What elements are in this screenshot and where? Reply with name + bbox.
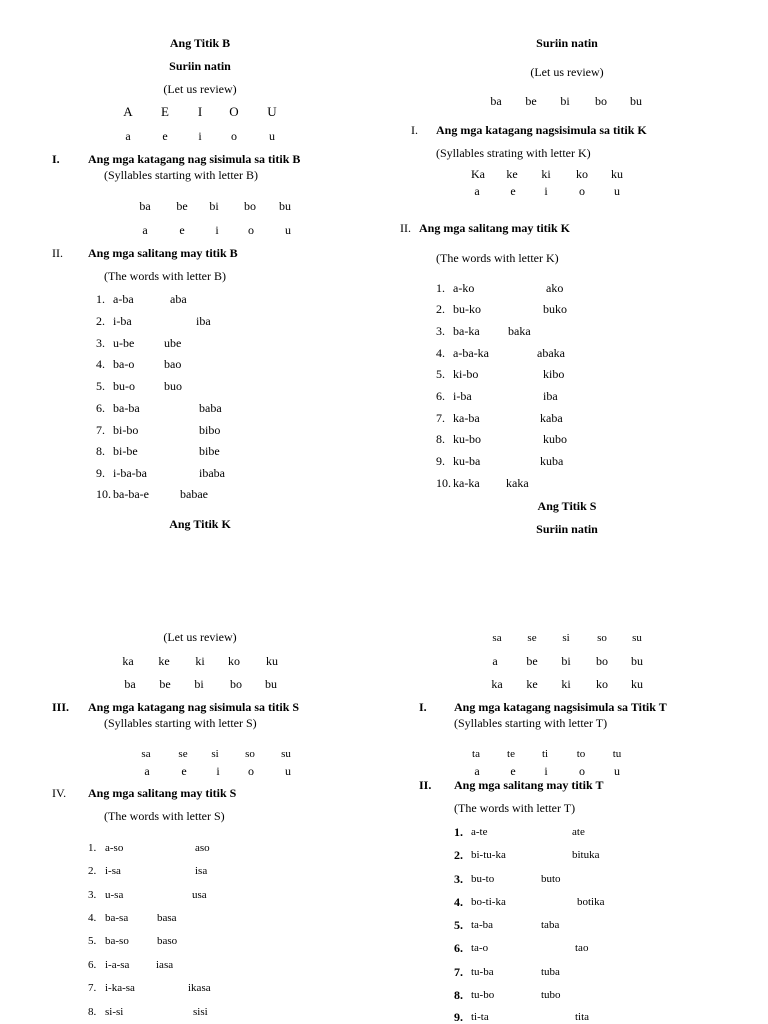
syllabified-word: ba-sa xyxy=(105,912,129,924)
vowel-upper: I xyxy=(197,104,203,119)
list-number: 9. xyxy=(454,1010,463,1024)
syllabified-word: u-be xyxy=(113,336,135,350)
word: basa xyxy=(157,912,177,924)
word: aso xyxy=(195,842,210,854)
syllabified-word: ba-ba-e xyxy=(113,487,149,501)
list-number: 7. xyxy=(96,423,105,437)
syllabified-word: bu-ko xyxy=(453,302,481,316)
syllable: ka xyxy=(122,654,134,668)
syllable: si xyxy=(562,632,570,644)
list-number: 1. xyxy=(454,825,463,839)
syllabified-word: i-ka-sa xyxy=(105,982,135,994)
word: bituka xyxy=(572,849,600,861)
syllable: ki xyxy=(561,677,571,691)
vowel: i xyxy=(216,764,220,778)
vowel-upper: U xyxy=(267,104,277,119)
vowel: i xyxy=(215,223,219,237)
section-subheading: (Syllables starting with letter T) xyxy=(454,716,608,730)
syllabified-word: ba-so xyxy=(105,935,129,947)
section-heading: Ang mga salitang may titik T xyxy=(454,778,604,792)
word: usa xyxy=(192,889,207,901)
section-subheading: (The words with letter B) xyxy=(104,269,226,283)
syllabified-word: a-ba-ka xyxy=(453,346,489,360)
syllable: bo xyxy=(230,677,242,691)
syllable: ko xyxy=(228,654,240,668)
syllable: bo xyxy=(596,654,608,668)
list-number: 4. xyxy=(96,357,105,371)
syllable: ki xyxy=(195,654,205,668)
list-number: 6. xyxy=(96,401,105,415)
vowel-lower: a xyxy=(125,129,131,143)
syllable: ku xyxy=(266,654,278,668)
word: baka xyxy=(508,324,531,338)
syllabified-word: bu-to xyxy=(471,873,495,885)
syllable: bi xyxy=(560,94,570,108)
vowel: u xyxy=(614,184,620,198)
vowel: i xyxy=(544,184,548,198)
section-subheading: (The words with letter S) xyxy=(104,809,225,823)
syllable: su xyxy=(281,748,291,760)
word: iba xyxy=(543,389,558,403)
word: kubo xyxy=(543,432,567,446)
syllabified-word: ku-bo xyxy=(453,432,481,446)
syllabified-word: a-te xyxy=(471,826,488,838)
syllabified-word: i-sa xyxy=(105,865,121,877)
section-heading: Ang mga salitang may titik S xyxy=(88,786,237,800)
vowel: u xyxy=(285,223,291,237)
vowel: e xyxy=(510,184,516,198)
syllable: ku xyxy=(611,167,623,181)
list-number: 10. xyxy=(96,487,111,501)
list-number: 7. xyxy=(454,965,463,979)
word: buto xyxy=(541,873,561,885)
syllable: be xyxy=(176,199,188,213)
list-number: 2. xyxy=(436,302,445,316)
section-heading: Ang mga katagang nagsisimula sa Titik T xyxy=(454,700,667,714)
syllable: bu xyxy=(630,94,642,108)
syllable: su xyxy=(632,632,642,644)
section-number: I. xyxy=(411,123,418,137)
review-note: (Let us review) xyxy=(530,65,604,79)
syllable: ke xyxy=(158,654,170,668)
page-title: Ang Titik B xyxy=(169,36,231,50)
vowel-upper: E xyxy=(161,104,169,119)
list-number: 8. xyxy=(436,432,445,446)
syllable: se xyxy=(178,748,188,760)
list-number: 5. xyxy=(454,918,463,932)
section-subheading: (Syllables starting with letter B) xyxy=(104,168,258,182)
syllable: bo xyxy=(595,94,607,108)
syllable: tu xyxy=(612,748,622,760)
syllabified-word: ta-o xyxy=(471,942,489,954)
section-heading: Ang mga salitang may titik K xyxy=(419,221,571,235)
syllabified-word: bi-be xyxy=(113,444,138,458)
vowel: a xyxy=(474,764,480,778)
syllable: ka xyxy=(491,677,503,691)
vowel-lower: u xyxy=(269,129,275,143)
section-number: II. xyxy=(400,221,411,235)
syllable: ba xyxy=(124,677,136,691)
vowel: e xyxy=(510,764,516,778)
list-number: 4. xyxy=(436,346,445,360)
syllabified-word: tu-ba xyxy=(471,966,494,978)
list-number: 1. xyxy=(88,842,97,854)
word: isa xyxy=(195,865,208,877)
syllabified-word: ba-o xyxy=(113,357,135,371)
list-number: 7. xyxy=(436,411,445,425)
syllabified-word: ba-ba xyxy=(113,401,140,415)
syllable: be xyxy=(526,654,538,668)
word: tita xyxy=(575,1011,590,1023)
section-heading: Ang mga katagang nag sisimula sa titik S xyxy=(88,700,300,714)
list-number: 5. xyxy=(436,367,445,381)
syllabified-word: a-ba xyxy=(113,292,134,306)
list-number: 9. xyxy=(96,466,105,480)
syllable: a xyxy=(492,654,498,668)
list-number: 8. xyxy=(88,1006,97,1018)
list-number: 1. xyxy=(96,292,105,306)
syllabified-word: si-si xyxy=(105,1006,124,1018)
word: tuba xyxy=(541,966,560,978)
syllable: to xyxy=(576,748,586,760)
syllabified-word: ti-ta xyxy=(471,1011,489,1023)
vowel: a xyxy=(474,184,480,198)
list-number: 2. xyxy=(96,314,105,328)
syllabified-word: ta-ba xyxy=(471,919,493,931)
section-subheading: (The words with letter K) xyxy=(436,251,559,265)
syllabified-word: a-ko xyxy=(453,281,475,295)
syllable: bu xyxy=(279,199,291,213)
section-heading: Ang mga salitang may titik B xyxy=(88,246,238,260)
syllable: ti xyxy=(541,748,549,760)
vowel-lower: i xyxy=(198,129,202,143)
syllabified-word: bu-o xyxy=(113,379,135,393)
word: kaka xyxy=(506,476,529,490)
vowel: e xyxy=(181,764,187,778)
word: bibe xyxy=(199,444,220,458)
word: iba xyxy=(196,314,211,328)
syllable: ta xyxy=(472,748,480,760)
syllable: bi xyxy=(561,654,571,668)
word: ako xyxy=(546,281,564,295)
list-number: 4. xyxy=(454,895,463,909)
review-note: (Let us review) xyxy=(163,630,237,644)
syllable: ke xyxy=(506,167,518,181)
syllabified-word: ka-ka xyxy=(453,476,480,490)
vowel: a xyxy=(144,764,150,778)
word: sisi xyxy=(193,1006,208,1018)
section-number: III. xyxy=(52,700,70,714)
syllable: sa xyxy=(492,632,502,644)
word: kuba xyxy=(540,454,564,468)
syllabified-word: ki-bo xyxy=(453,367,479,381)
list-number: 3. xyxy=(436,324,445,338)
word: babae xyxy=(180,487,208,501)
list-number: 7. xyxy=(88,982,97,994)
subtitle: Suriin natin xyxy=(169,59,231,73)
vowel: a xyxy=(142,223,148,237)
word: taba xyxy=(541,919,560,931)
syllable: be xyxy=(525,94,537,108)
word: ikasa xyxy=(188,982,211,994)
syllable: sa xyxy=(141,748,151,760)
syllable: ko xyxy=(576,167,588,181)
syllable: ba xyxy=(490,94,502,108)
syllable: be xyxy=(159,677,171,691)
list-number: 9. xyxy=(436,454,445,468)
syllabified-word: i-ba xyxy=(453,389,472,403)
vowel: u xyxy=(285,764,291,778)
syllable: bu xyxy=(265,677,277,691)
syllable: ki xyxy=(541,167,551,181)
vowel: e xyxy=(179,223,185,237)
next-title: Ang Titik S xyxy=(537,499,597,513)
word: baba xyxy=(199,401,222,415)
review-note: (Let us review) xyxy=(163,82,237,96)
syllable: se xyxy=(527,632,537,644)
syllable: bu xyxy=(631,654,643,668)
next-title: Ang Titik K xyxy=(169,517,231,531)
syllable: bi xyxy=(194,677,204,691)
list-number: 2. xyxy=(454,848,463,862)
vowel: o xyxy=(248,764,254,778)
syllabified-word: tu-bo xyxy=(471,989,495,1001)
section-number: II. xyxy=(419,778,432,792)
section-subheading: (The words with letter T) xyxy=(454,801,576,815)
vowel-lower: o xyxy=(231,129,237,143)
word: bibo xyxy=(199,423,221,437)
word: iasa xyxy=(156,959,174,971)
word: kibo xyxy=(543,367,565,381)
word: kaba xyxy=(540,411,563,425)
syllabified-word: i-ba-ba xyxy=(113,466,147,480)
word: abaka xyxy=(537,346,565,360)
vowel: o xyxy=(579,184,585,198)
word: tao xyxy=(575,942,589,954)
syllabified-word: ka-ba xyxy=(453,411,480,425)
list-number: 3. xyxy=(454,872,463,886)
syllabified-word: ku-ba xyxy=(453,454,481,468)
syllable: bo xyxy=(244,199,256,213)
list-number: 8. xyxy=(96,444,105,458)
section-number: I. xyxy=(419,700,427,714)
vowel: o xyxy=(579,764,585,778)
syllabified-word: bi-bo xyxy=(113,423,139,437)
vowel: o xyxy=(248,223,254,237)
syllable: si xyxy=(211,748,219,760)
syllable: ko xyxy=(596,677,608,691)
syllable: ba xyxy=(139,199,151,213)
syllable: te xyxy=(507,748,515,760)
word: bao xyxy=(164,357,182,371)
syllable: bi xyxy=(209,199,219,213)
vowel: u xyxy=(614,764,620,778)
list-number: 10. xyxy=(436,476,451,490)
syllable: ke xyxy=(526,677,538,691)
section-subheading: (Syllables strating with letter K) xyxy=(436,146,591,160)
syllable: so xyxy=(597,632,607,644)
syllable: Ka xyxy=(471,167,485,181)
word: ube xyxy=(164,336,182,350)
section-heading: Ang mga katagang nagsisimula sa titik K xyxy=(436,123,647,137)
word: buo xyxy=(164,379,182,393)
vowel-upper: O xyxy=(229,104,239,119)
list-number: 2. xyxy=(88,865,97,877)
syllabified-word: ba-ka xyxy=(453,324,480,338)
list-number: 6. xyxy=(436,389,445,403)
word: tubo xyxy=(541,989,561,1001)
section-subheading: (Syllables starting with letter S) xyxy=(104,716,257,730)
next-subtitle: Suriin natin xyxy=(536,522,598,536)
list-number: 6. xyxy=(454,941,463,955)
subtitle: Suriin natin xyxy=(536,36,598,50)
list-number: 5. xyxy=(88,935,97,947)
word: botika xyxy=(577,896,605,908)
list-number: 4. xyxy=(88,912,97,924)
syllabified-word: bo-ti-ka xyxy=(471,896,506,908)
list-number: 3. xyxy=(88,889,97,901)
list-number: 5. xyxy=(96,379,105,393)
word: buko xyxy=(543,302,567,316)
syllabified-word: bi-tu-ka xyxy=(471,849,506,861)
syllabified-word: a-so xyxy=(105,842,124,854)
syllable: ku xyxy=(631,677,643,691)
list-number: 8. xyxy=(454,988,463,1002)
word: aba xyxy=(170,292,187,306)
section-number: I. xyxy=(52,152,60,166)
list-number: 3. xyxy=(96,336,105,350)
section-number: IV. xyxy=(52,786,67,800)
vowel-upper: A xyxy=(123,104,133,119)
syllabified-word: i-ba xyxy=(113,314,132,328)
vowel-lower: e xyxy=(162,129,168,143)
list-number: 6. xyxy=(88,959,97,971)
word: ate xyxy=(572,826,585,838)
syllabified-word: i-a-sa xyxy=(105,959,130,971)
list-number: 1. xyxy=(436,281,445,295)
section-number: II. xyxy=(52,246,63,260)
section-heading: Ang mga katagang nag sisimula sa titik B xyxy=(88,152,301,166)
word: ibaba xyxy=(199,466,225,480)
word: baso xyxy=(157,935,178,947)
vowel: i xyxy=(544,764,548,778)
syllable: so xyxy=(245,748,255,760)
syllabified-word: u-sa xyxy=(105,889,124,901)
